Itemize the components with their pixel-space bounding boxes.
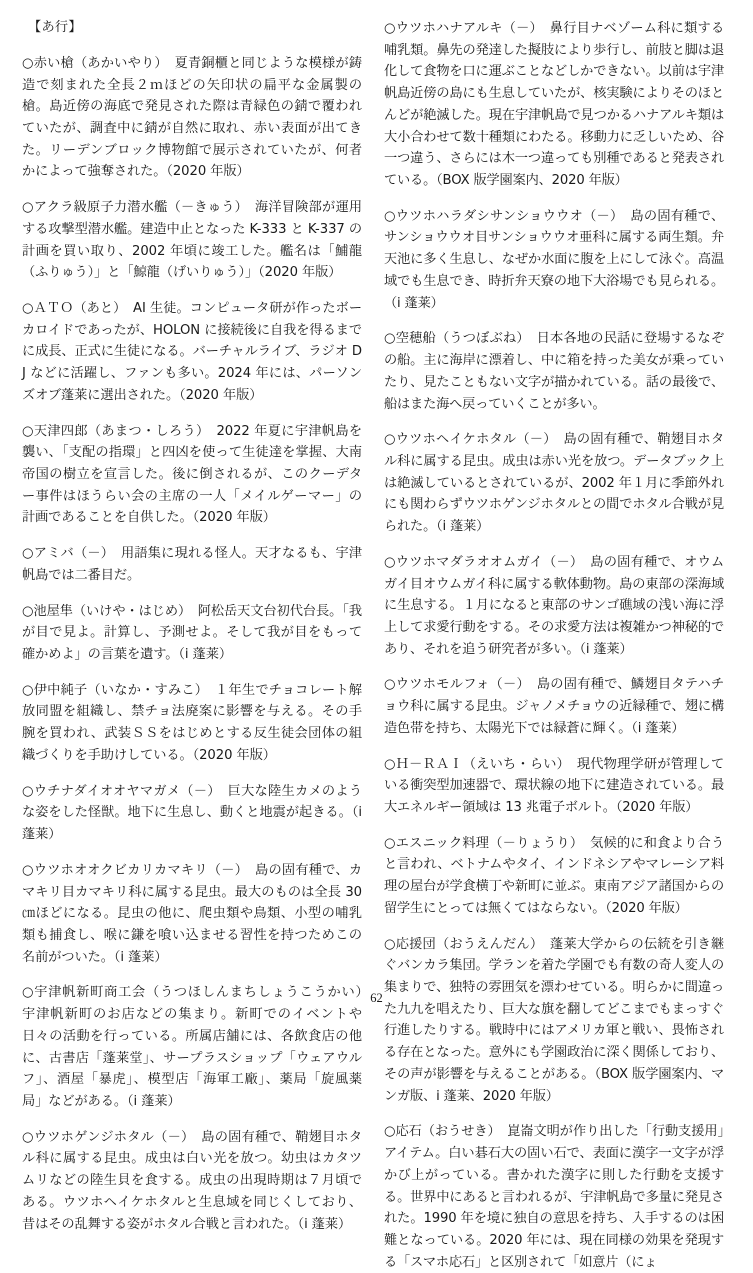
glossary-entry: ○赤い槍（あかいやり） 夏青銅櫃と同じような模様が鋳造で刻まれた全長２ｍほどの矢印状の扁平な金属製の槍。島近傍の海底で発見された際は青緑色の錆で覆われていたが、調査中に錆が自然に取れ、赤い表面が出てきた。リーデンブロック博物館で展示されていたが、何者かによって強奪された。（2020 年版） — [22, 55, 362, 180]
glossary-entry: ○アクラ級原子力潜水艦（－きゅう） 海洋冒険部が運用する攻撃型潜水艦。建造中止となった K-333 と K-337 の計画を買い取り、2002 年頃に竣工した。艦名は「鯆龍（ふりゅう）」と「鯨龍（げいりゅう）」（2020 年版） — [22, 200, 362, 281]
left-column — [22, 18, 376, 1235]
glossary-entry: ○ウチナダイオオヤマガメ（－） 巨大な陸生カメのような姿をした怪獣。地下に生息し、動くと地震が起きる。（i 蓬莱） — [22, 783, 362, 843]
section-heading: 【あ行】 — [28, 20, 82, 35]
glossary-entry: ○ウツホハナアルキ（－） 鼻行目ナベゾーム科に類する哺乳類。鼻先の発達した擬肢により歩行し、前肢と脚は退化して食物を口に運ぶことなどしかできない。以前は宇津帆島近傍の島にも生息していたが、核実験によりそのほとんどが絶滅した。現在宇津帆島で見つかるハナアルキ類は大小合わせて数十種類にわたる。移動力に乏しいため、谷一つ違う、さらには木一つ違っても別種であると発表されている。（BOX 版学園案内、2020 年版） — [384, 21, 724, 189]
glossary-entry: ○ウツホハラダシサンショウウオ（－） 島の固有種で、サンショウウオ目サンショウウオ亜科に属する両生類。弁天池に多く生息し、なぜか水面に腹を上にして泳ぐ。高温域でも生息でき、時折弁天寮の地下大浴場でも見られる。（i 蓬莱） — [384, 208, 724, 311]
glossary-entry: ○ウツホモルフォ（－） 島の固有種で、鱗翅目タテハチョウ科に属する昆虫。ジャノメチョウの近縁種で、翅に構造色帯を持ち、太陽光下では緑蒼に輝く。（i 蓬莱） — [384, 677, 724, 736]
glossary-entry: ○ＡＴＯ（あと） AI 生徒。コンピュータ研が作ったボーカロイドであったが、HOLON に接続後に自我を得るまでに成長、正式に生徒になる。バーチャルライブ、ラジオ DJ などに活躍し、ファンも多い。2024 年には、パーソンズオブ蓬莱に選出された。（2020 年版） — [22, 300, 363, 403]
glossary-entry: ○空穂船（うつぼぶね） 日本各地の民話に登場するなぞの船。主に海岸に漂着し、中に箱を持った美女が乗っていたり、見たこともない文字が描かれている。話の最後で、船はまた海へ戻っていくことが多い。 — [384, 331, 724, 412]
glossary-entry: ○アミバ（－） 用語集に現れる怪人。天才なるも、宇津帆島では二番目だ。 — [22, 546, 362, 583]
glossary-entry: ○エスニック料理（－りょうり） 気候的に和食より合うと言われ、ベトナムやタイ、インドネシアやマレーシア料理の屋台が学食横丁や新町に並ぶ。東南アジア諸国からの留学生にとっては無くてはならない。（2020 年版） — [384, 835, 724, 916]
glossary-entry: ○Ｈ－ＲＡＩ（えいち・らい） 現代物理学研が管理している衝突型加速器で、環状線の地下に建造されている。最大エネルギー領域は 13 兆電子ボルト。（2020 年版） — [384, 756, 724, 815]
glossary-entry: ○応石（おうせき） 崑崙文明が作り出した「行動支援用」アイテム。白い碁石大の固い石で、表面に漢字一文字が浮かび上がっている。書かれた漢字に則した行動を支援する。世界中にあると言われるが、宇津帆島で多量に発見された。1990 年を境に独自の意思を持ち、入手するのは困難となっている。2020 年には、現在同様の効果を発現する「スマホ応石」と区別されて「如意片（にょ — [384, 1124, 724, 1270]
glossary-entry: ○池屋隼（いけや・はじめ） 阿松岳天文台初代台長。「我が目で見よ。計算し、予測せよ。そして我が目をもって確かめよ」の言葉を遺す。（i 蓬莱） — [22, 603, 362, 663]
glossary-entry: ○ウツホマダラオオムガイ（－） 島の固有種で、オウムガイ目オウムガイ科に属する軟体動物。島の東部の深海域に生息する。１月になると東部のサンゴ礁域の浅い海に浮上して求愛行動をする。その求愛方法は複雑かつ神秘的であり、それを追う研究者が多い。（i 蓬莱） — [384, 554, 724, 657]
page-number: 62 — [370, 991, 383, 1005]
glossary-entry: ○ウツホオオクビカリカマキリ（－） 島の固有種で、カマキリ目カマキリ科に属する昆虫。最大のものは全長 30 ㎝ほどになる。昆虫の他に、爬虫類や鳥類、小型の哺乳類も捕食し、喉に鎌を喰い込ませる習性を持つためこの名前がついた。（i 蓬莱） — [22, 862, 362, 965]
glossary-entry: ○ウツホヘイケホタル（－） 島の固有種で、鞘翅目ホタル科に属する昆虫。成虫は赤い光を放つ。データブック上は絶滅しているとされているが、2002 年１月に季節外れにも関わらずウツホゲンジホタルとの間でホタル合戦が見られた。（i 蓬莱） — [384, 432, 724, 535]
glossary-entry: ○宇津帆新町商工会（うつほしんまちしょうこうかい） 宇津帆新町のお店などの集まり。新町でのイベントや日々の活動を行っている。所属店舗には、各飲食店の他に、古書店「蓬莱堂」、サープラスショップ「ウェアウルフ」、酒屋「暴虎」、模型店「海軍工廠」、薬局「旋風薬局」などがある。（i 蓬莱） — [22, 985, 376, 1109]
glossary-entry: ○ウツホゲンジホタル（－） 島の固有種で、鞘翅目ホタル科に属する昆虫。成虫は白い光を放つ。幼虫はカタツムリなどの陸生貝を食する。成虫の出現時期は７月頃である。ウツホヘイケホタルと生息域を同じくしており、昔はその乱舞する姿がホタル合戦と言われた。（i 蓬莱） — [22, 1129, 362, 1232]
glossary-entry: ○天津四郎（あまつ・しろう） 2022 年夏に宇津帆島を襲い、「支配の指環」と四凶を使って生徒達を掌握、大南帝国の樹立を宣言した。後に倒されるが、このクーデター事件はほうらい会の主席の一人「メイルゲーマー」の計画であることを自供した。（2020 年版） — [22, 423, 362, 526]
glossary-entry: ○応援団（おうえんだん） 蓬莱大学からの伝統を引き継ぐバンカラ集団。学ランを着た学園でも有数の奇人変人の集まりで、独特の雰囲気を漂わせている。明らかに間違った九九を唱えたり、巨大な旗を翻してどこまでもまっすぐ行進したりする。戦時中にはアメリカ軍と戦い、畏怖される存在となった。意外にも学園政治に深く関係しており、その声が影響を与えることがある。（BOX 版学園案内、マンガ版、i 蓬莱、2020 年版） — [384, 936, 724, 1104]
glossary-entry: ○伊中純子（いなか・すみこ） １年生でチョコレート解放同盟を組織し、禁チョ法廃案に影響を与える。その手腕を買われ、武装ＳＳをはじめとする反生徒会団体の組織づくりを手助けしている。（2020 年版） — [22, 682, 362, 763]
right-column — [384, 18, 724, 1273]
